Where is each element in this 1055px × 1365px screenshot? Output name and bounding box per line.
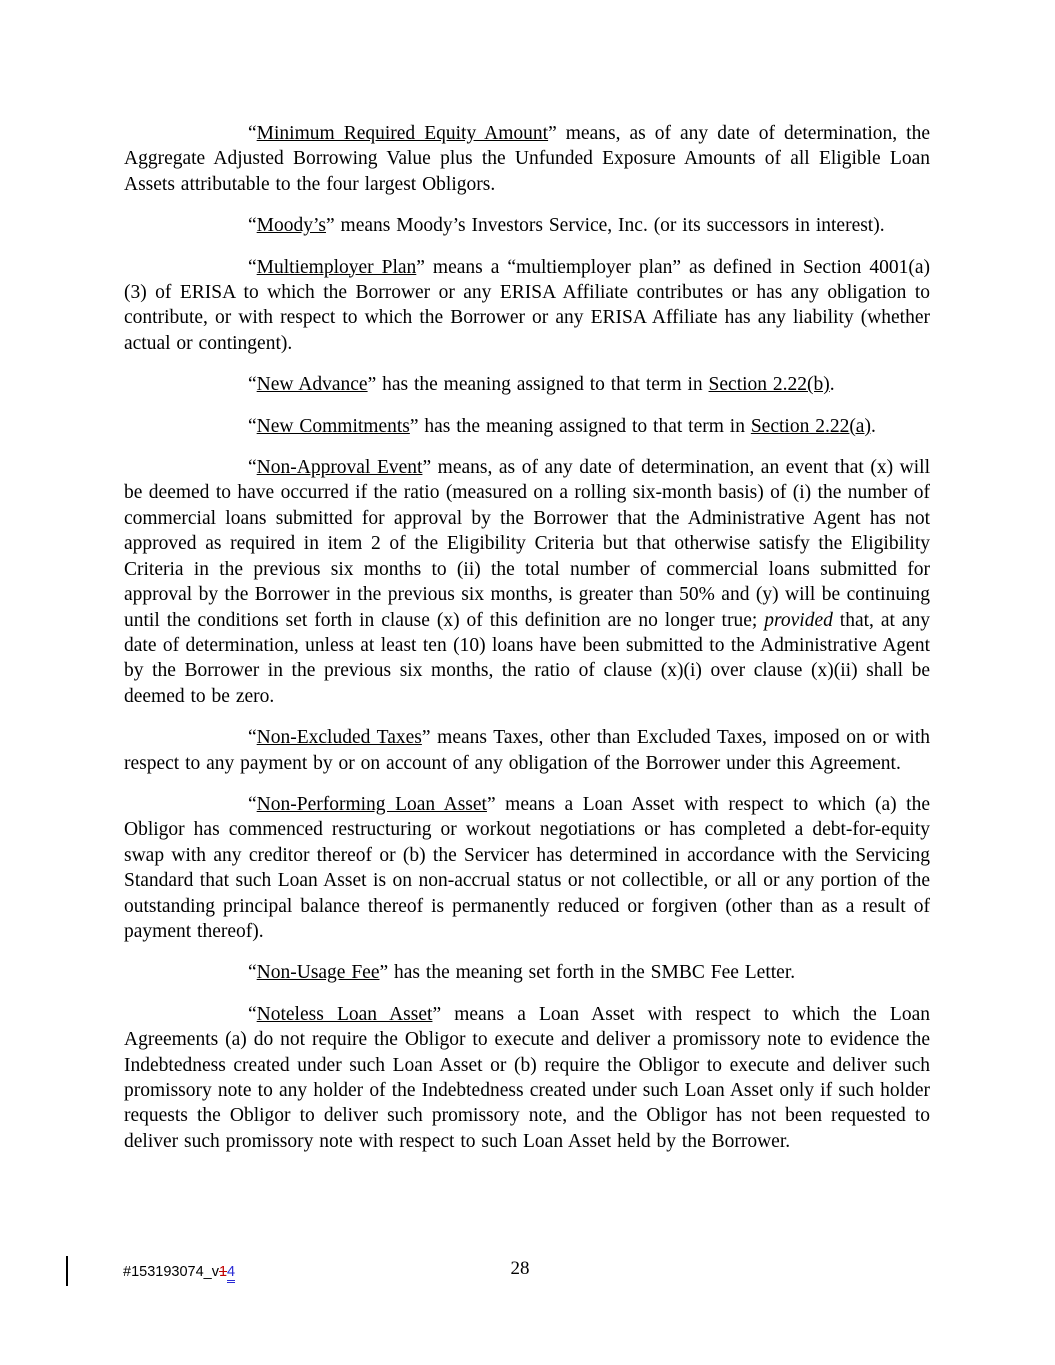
text-run: “ <box>248 256 257 278</box>
text-run: “ <box>248 1003 257 1025</box>
text-run: . <box>870 415 876 437</box>
text-run: ” means, as of any date of determination, an event that (x) will be deemed to have occurred if the ratio (measured on a rolling six-month basis) of (i) the number of commercial loans submitted for approval by the Borrower that the Administrative Agent has not approved as required in item 2 of the Eligibility Criteria but that otherwise satisfy the Eligibility Criteria in the previous six months to (ii) the total number of commercial loans submitted for approval by the Borrower in the previous six months, is greater than 50% and (y) will be continuing until the conditions set forth in clause (x) of this definition are no longer true; <box>124 457 930 631</box>
paragraph <box>124 121 930 197</box>
paragraph <box>124 213 930 238</box>
paragraph <box>124 255 930 357</box>
text-run: “ <box>248 727 257 749</box>
paragraph <box>124 725 930 776</box>
text-run: ” means Moody’s Investors Service, Inc. (or its successors in interest). <box>326 215 885 237</box>
page-number: 28 <box>510 1258 530 1279</box>
text-run: “ <box>248 415 257 437</box>
defined-term: Non-Performing Loan Asset <box>256 793 487 815</box>
paragraph <box>124 414 930 439</box>
document-id <box>123 1263 235 1281</box>
paragraph <box>124 455 930 709</box>
revision-change-bar <box>66 1256 68 1286</box>
text-run: ” means a Loan Asset with respect to which (a) the Obligor has commenced restructuring or workout negotiations or has completed a debt-for-equity swap with any creditor thereof or (b) the Servicer has determined in accordance with the Servicing Standard that such Loan Asset is on non-accrual status or not collectible, or all or any portion of the outstanding principal balance thereof is permanently reduced or forgiven (other than as a result of payment thereof). <box>124 793 931 942</box>
document-body <box>124 121 930 1170</box>
defined-term: Non-Excluded Taxes <box>256 727 422 749</box>
defined-term: Section 2.22(b) <box>708 374 830 396</box>
text-run: . <box>829 374 835 396</box>
text-run: ” has the meaning assigned to that term in <box>367 374 709 396</box>
defined-term: Non-Usage Fee <box>256 962 380 984</box>
paragraph <box>124 960 930 985</box>
text-run: ” means a “multiemployer plan” as defined in Section 4001(a)(3) of ERISA to which the Borrower or any ERISA Affiliate contributes or has any obligation to contribute, or with respect to which the Borrower or any ERISA Affiliate has any liability (whether actual or contingent). <box>124 256 930 354</box>
text-run: ” means Taxes, other than Excluded Taxes, imposed on or with respect to any payment by or on account of any obligation of the Borrower under this Agreement. <box>124 727 931 774</box>
defined-term: Noteless Loan Asset <box>256 1003 433 1025</box>
defined-term: Minimum Required Equity Amount <box>256 123 549 144</box>
paragraph <box>124 372 930 397</box>
doc-id-deleted-text: 1 <box>218 1264 228 1280</box>
defined-term: New Commitments <box>256 415 410 437</box>
italic-text-run: provided <box>764 609 833 631</box>
text-run: “ <box>248 123 257 144</box>
paragraph <box>124 792 930 944</box>
defined-term: Section 2.22(a) <box>750 415 871 437</box>
defined-term: Moody’s <box>256 215 327 237</box>
text-run: “ <box>248 374 257 396</box>
paragraph <box>124 1002 930 1154</box>
text-run: ” means a Loan Asset with respect to which the Loan Agreements (a) do not require the Obligor to execute and deliver a promissory note to evidence the Indebtedness created under such Loan Asset or (b) require the Obligor to execute and deliver such promissory note to any holder of the Indebtedness created under such Loan Asset only if such holder requests the Obligor to deliver such promissory note, and the Obligor has not been requested to deliver such promissory note with respect to such Loan Asset held by the Borrower. <box>124 1003 930 1152</box>
defined-term: Multiemployer Plan <box>256 256 417 278</box>
text-run: that, at any date of determination, unless at least ten (10) loans have been submitted to the Administrative Agent by the Borrower in the previous six months, the ratio of clause (x)(i) over clause (x)(ii) shall be deemed to be zero. <box>124 609 931 707</box>
text-run: ” has the meaning set forth in the SMBC Fee Letter. <box>379 962 796 984</box>
text-run: ” means, as of any date of determination, the Aggregate Adjusted Borrowing Value plus the Unfunded Exposure Amounts of all Eligible Loan Assets attributable to the four largest Obligors. <box>124 123 930 195</box>
text-run: “ <box>248 457 257 479</box>
defined-term: New Advance <box>256 374 368 396</box>
text-run: “ <box>248 962 257 984</box>
text-run: ” has the meaning assigned to that term in <box>409 415 751 437</box>
doc-id-prefix: #153193074_v <box>123 1264 219 1280</box>
defined-term: Non-Approval Event <box>256 457 423 479</box>
doc-id-inserted-text: 4 <box>227 1264 235 1283</box>
text-run: “ <box>248 215 257 237</box>
text-run: “ <box>248 793 257 815</box>
